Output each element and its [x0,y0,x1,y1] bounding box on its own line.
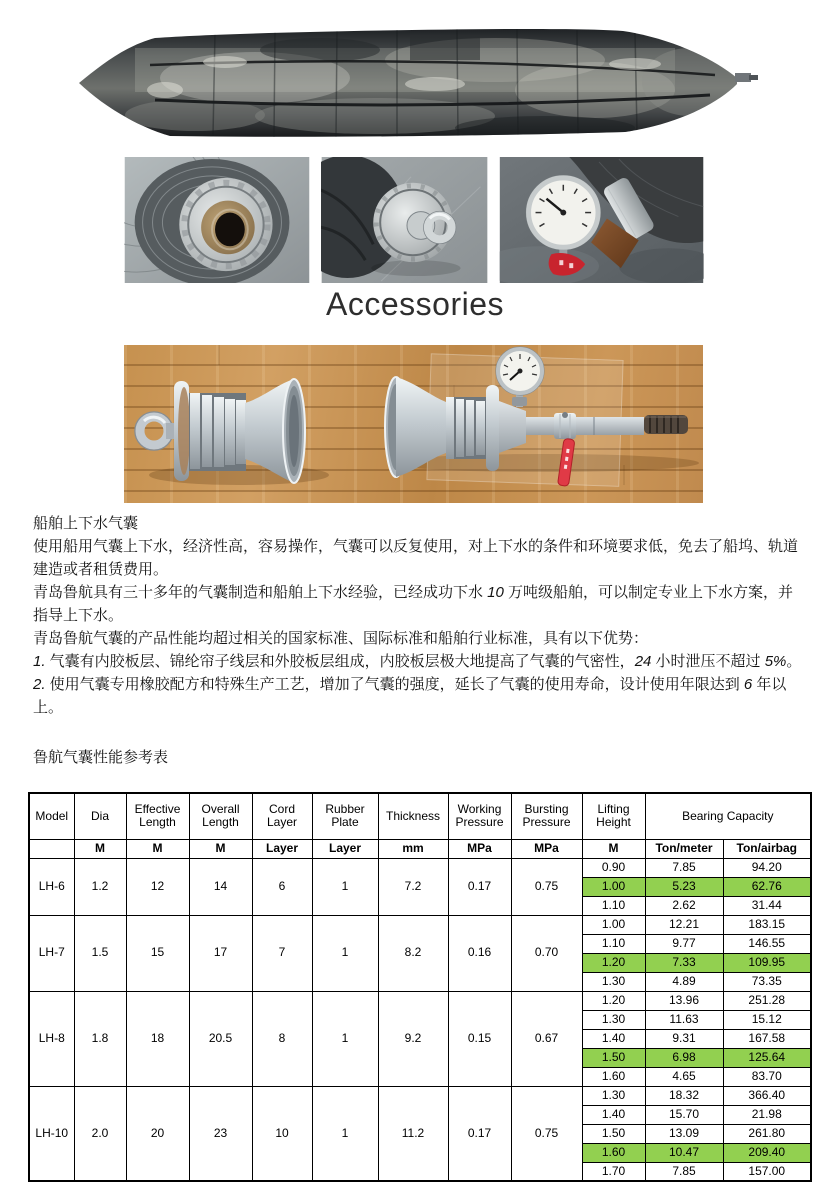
ton-airbag-cell: 183.15 [723,915,811,934]
unit-header: Ton/airbag [723,839,811,858]
spec-dia-cell: 1.2 [74,858,126,915]
spec-dia-cell: 1.5 [74,915,126,991]
ton-meter-cell: 9.77 [645,934,723,953]
col-header: Overall Length [189,793,252,839]
spec-working-pressure-cell: 0.17 [448,858,511,915]
header-row [29,793,811,839]
ton-meter-cell: 18.32 [645,1086,723,1105]
ton-airbag-cell: 62.76 [723,877,811,896]
spec-effective-length-cell: 20 [126,1086,189,1181]
spec-working-pressure-cell: 0.16 [448,915,511,991]
threaded-hose-end [644,415,688,434]
spec-effective-length-cell: 15 [126,915,189,991]
spec-bursting-pressure-cell: 0.75 [511,1086,582,1181]
spec-overall-length-cell: 23 [189,1086,252,1181]
spec-rubber-plate-cell: 1 [312,1086,378,1181]
intro-text [33,512,807,719]
spec-bursting-pressure-cell: 0.75 [511,858,582,915]
spec-thickness-cell: 9.2 [378,991,448,1086]
model-cell: LH-7 [29,915,74,991]
lifting-height-cell: 1.00 [582,915,645,934]
ton-airbag-cell: 157.00 [723,1162,811,1181]
airbag-photo [75,20,770,142]
pressure-gauge-photo [499,157,704,283]
ton-airbag-cell: 83.70 [723,1067,811,1086]
ton-airbag-cell: 125.64 [723,1048,811,1067]
unit-header: Layer [252,839,312,858]
spec-thickness-cell: 8.2 [378,915,448,991]
ton-meter-cell: 15.70 [645,1105,723,1124]
col-header-bearing-capacity: Bearing Capacity [645,793,811,839]
lifting-height-cell: 1.30 [582,1086,645,1105]
spec-thickness-cell: 11.2 [378,1086,448,1181]
ton-airbag-cell: 109.95 [723,953,811,972]
ton-airbag-cell: 146.55 [723,934,811,953]
intro-paragraph: 2. 使用气囊专用橡胶配方和特殊生产工艺，增加了气囊的强度，延长了气囊的使用寿命，设计使用年限达到 6 年以上。 [33,676,787,716]
intro-paragraph: 青岛鲁航具有三十多年的气囊制造和船舶上下水经验，已经成功下水 10 万吨级船舶，可以制定专业上下水方案，并指导上下水。 [33,584,794,624]
spec-effective-length-cell: 12 [126,858,189,915]
lifting-height-cell: 1.50 [582,1124,645,1143]
intro-paragraph: 青岛鲁航气囊的产品性能均超过相关的国家标准、国际标准和船舶行业标准，具有以下优势： [33,630,649,647]
model-cell: LH-8 [29,991,74,1086]
col-header: Bursting Pressure [511,793,582,839]
lifting-height-cell: 1.20 [582,991,645,1010]
spec-dia-cell: 1.8 [74,991,126,1086]
lifting-height-cell: 1.20 [582,953,645,972]
unit-header: M [74,839,126,858]
ton-meter-cell: 2.62 [645,896,723,915]
ton-meter-cell: 7.85 [645,1162,723,1181]
spec-cord-layer-cell: 8 [252,991,312,1086]
lifting-height-cell: 1.10 [582,934,645,953]
unit-header: MPa [511,839,582,858]
ton-meter-cell: 4.65 [645,1067,723,1086]
ton-meter-cell: 13.09 [645,1124,723,1143]
col-header: Model [29,793,74,839]
unit-header: mm [378,839,448,858]
lifting-height-cell: 1.40 [582,1029,645,1048]
ton-meter-cell: 6.98 [645,1048,723,1067]
col-header: Lifting Height [582,793,645,839]
flange-end-photo [124,157,310,283]
ton-airbag-cell: 251.28 [723,991,811,1010]
accessories-photo [124,345,703,503]
spec-overall-length-cell: 14 [189,858,252,915]
spec-cord-layer-cell: 6 [252,858,312,915]
spec-thickness-cell: 7.2 [378,858,448,915]
ton-airbag-cell: 167.58 [723,1029,811,1048]
ton-airbag-cell: 15.12 [723,1010,811,1029]
ton-meter-cell: 13.96 [645,991,723,1010]
spec-bursting-pressure-cell: 0.67 [511,991,582,1086]
spec-cord-layer-cell: 7 [252,915,312,991]
intro-paragraph: 1. 气囊有内胶板层、锦纶帘子线层和外胶板层组成，内胶板层极大地提高了气囊的气密性，24 小时泄压不超过 5%。 [33,653,802,670]
ton-meter-cell: 10.47 [645,1143,723,1162]
inflation-pipe [526,417,644,435]
col-header: Working Pressure [448,793,511,839]
spec-dia-cell: 2.0 [74,1086,126,1181]
col-header: Cord Layer [252,793,312,839]
col-header: Effective Length [126,793,189,839]
lifting-height-cell: 0.90 [582,858,645,877]
unit-header: MPa [448,839,511,858]
ton-airbag-cell: 21.98 [723,1105,811,1124]
ton-meter-cell: 11.63 [645,1010,723,1029]
units-row [29,839,811,858]
table-title: 鲁航气囊性能参考表 [33,749,169,766]
table-row [29,915,811,934]
lifting-height-cell: 1.60 [582,1143,645,1162]
lifting-height-cell: 1.10 [582,896,645,915]
lifting-height-cell: 1.60 [582,1067,645,1086]
table-row [29,1086,811,1105]
col-header: Dia [74,793,126,839]
unit-header [29,839,74,858]
ton-airbag-cell: 366.40 [723,1086,811,1105]
spec-rubber-plate-cell: 1 [312,915,378,991]
lifting-height-cell: 1.40 [582,1105,645,1124]
ton-meter-cell: 9.31 [645,1029,723,1048]
airbag-illustration [75,20,770,142]
table-row [29,991,811,1010]
spec-table [28,792,812,1182]
metal-flange [373,183,452,262]
model-cell: LH-6 [29,858,74,915]
ton-meter-cell: 7.33 [645,953,723,972]
table-row [29,858,811,877]
spec-rubber-plate-cell: 1 [312,991,378,1086]
unit-header: M [189,839,252,858]
ton-meter-cell: 12.21 [645,915,723,934]
spec-overall-length-cell: 17 [189,915,252,991]
spec-cord-layer-cell: 10 [252,1086,312,1181]
spec-working-pressure-cell: 0.15 [448,991,511,1086]
ton-meter-cell: 5.23 [645,877,723,896]
ton-airbag-cell: 209.40 [723,1143,811,1162]
ton-airbag-cell: 261.80 [723,1124,811,1143]
col-header: Rubber Plate [312,793,378,839]
spec-effective-length-cell: 18 [126,991,189,1086]
ton-airbag-cell: 73.35 [723,972,811,991]
metal-flange [179,178,272,271]
col-header: Thickness [378,793,448,839]
intro-paragraph: 使用船用气囊上下水，经济性高，容易操作，气囊可以反复使用，对上下水的条件和环境要求低，免去了船坞、轨道建造或者租赁费用。 [33,538,799,578]
ton-airbag-cell: 31.44 [723,896,811,915]
accessories-title: Accessories [326,286,504,322]
unit-header: Layer [312,839,378,858]
unit-header: M [126,839,189,858]
eye-bolt-photo [321,157,488,283]
ton-meter-cell: 7.85 [645,858,723,877]
intro-paragraph: 船舶上下水气囊 [33,515,139,532]
spec-overall-length-cell: 20.5 [189,991,252,1086]
unit-header: Ton/meter [645,839,723,858]
lifting-height-cell: 1.00 [582,877,645,896]
spec-rubber-plate-cell: 1 [312,858,378,915]
model-cell: LH-10 [29,1086,74,1181]
lifting-height-cell: 1.70 [582,1162,645,1181]
airbag-nozzle [735,73,758,82]
lifting-height-cell: 1.30 [582,972,645,991]
airbag-mouthpiece-fitting [135,379,305,483]
ton-meter-cell: 4.89 [645,972,723,991]
spec-working-pressure-cell: 0.17 [448,1086,511,1181]
spec-bursting-pressure-cell: 0.70 [511,915,582,991]
ton-airbag-cell: 94.20 [723,858,811,877]
unit-header: M [582,839,645,858]
lifting-height-cell: 1.50 [582,1048,645,1067]
lifting-height-cell: 1.30 [582,1010,645,1029]
